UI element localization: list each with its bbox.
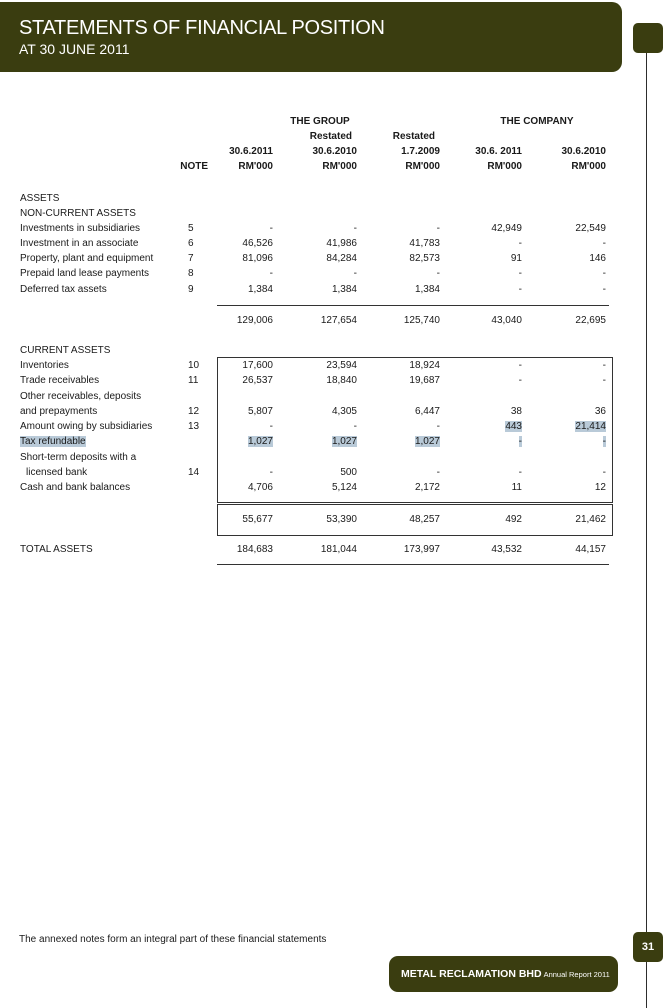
footer-report: Annual Report 2011 [543,969,610,979]
column-unit-header: RM'000 [322,161,357,172]
row-value: - [269,223,273,234]
row-value: - [436,268,440,279]
row-value: 12 [594,482,606,493]
row-value: - [518,238,522,249]
total-rule [217,564,609,565]
current-assets-box [217,357,613,503]
row-value: 1,384 [414,284,440,295]
row-note: 7 [188,253,194,264]
row-value: - [436,421,440,432]
row-value: 5,807 [247,406,273,417]
total-assets-label: TOTAL ASSETS [20,544,93,555]
row-value: 1,384 [247,284,273,295]
subtotal-value: 127,654 [320,315,357,326]
subtotal-value: 129,006 [236,315,273,326]
row-note: 10 [188,360,200,371]
subtotal-value: 492 [505,514,522,525]
row-value: - [518,268,522,279]
row-value: 19,687 [409,375,440,386]
row-value: - [353,268,357,279]
row-value: - [602,268,606,279]
row-note: 13 [188,421,200,432]
row-value: 81,096 [242,253,273,264]
row-value: - [518,284,522,295]
row-value: - [436,467,440,478]
row-value: 2,172 [414,482,440,493]
row-value: 46,526 [242,238,273,249]
company-header: THE COMPANY [500,116,574,127]
row-note: 9 [188,284,194,295]
column-date-header: 30.6. 2011 [475,146,522,157]
page-title: STATEMENTS OF FINANCIAL POSITION [19,17,385,39]
column-unit-header: RM'000 [238,161,273,172]
section-current: CURRENT ASSETS [20,345,111,356]
subtotal-value: 43,040 [491,315,522,326]
group-header: THE GROUP [290,116,350,127]
subtotal-value: 21,462 [575,514,606,525]
row-value: 4,305 [331,406,357,417]
row-value: 18,924 [409,360,440,371]
footer-company: METAL RECLAMATION BHD [401,968,542,980]
column-unit-header: RM'000 [571,161,606,172]
footnote: The annexed notes form an integral part of these financial statements [19,934,327,945]
row-label: Amount owing by subsidiaries [20,421,153,432]
row-value: 38 [510,406,522,417]
note-header: NOTE [180,161,208,172]
subtotal-value: 55,677 [242,514,273,525]
row-value: 11 [511,482,522,493]
column-date-header: 30.6.2011 [229,146,273,157]
row-value: 41,783 [409,238,440,249]
total-value: 44,157 [575,544,606,555]
row-value: 42,949 [491,223,522,234]
row-label: Property, plant and equipment [20,253,154,264]
row-label: Prepaid land lease payments [20,268,149,279]
row-label: Investment in an associate [20,238,139,249]
margin-rule [646,53,647,932]
row-value: 36 [594,406,606,417]
row-label: Short-term deposits with a [20,452,137,463]
row-label: and prepayments [20,406,98,417]
row-label: Trade receivables [20,375,100,386]
row-note: 5 [188,223,194,234]
row-value: 41,986 [326,238,357,249]
row-note: 8 [188,268,194,279]
row-value: 84,284 [326,253,357,264]
total-value: 43,532 [491,544,522,555]
row-value: - [353,223,357,234]
row-value: 443 [505,421,522,432]
row-value: 6,447 [414,406,440,417]
row-value: 21,414 [575,421,606,432]
row-value: 4,706 [247,482,273,493]
row-value: 23,594 [326,360,357,371]
row-value: - [602,375,606,386]
row-value: 146 [589,253,606,264]
row-value: - [269,268,273,279]
row-value: - [436,223,440,234]
row-note: 14 [188,467,200,478]
row-value: 22,549 [575,223,606,234]
row-value: 1,027 [331,436,357,447]
row-value: - [518,360,522,371]
row-value: 18,840 [326,375,357,386]
corner-tab [633,23,663,53]
row-value: - [518,375,522,386]
row-label: Cash and bank balances [20,482,131,493]
row-value: 17,600 [242,360,273,371]
row-note: 6 [188,238,194,249]
row-value: 5,124 [331,482,357,493]
column-unit-header: RM'000 [487,161,522,172]
row-value: 1,027 [247,436,273,447]
page-subtitle: AT 30 JUNE 2011 [19,41,130,57]
column-date-header: 30.6.2010 [561,146,606,157]
section-assets: ASSETS [20,193,60,204]
subtotal-rule [217,305,609,306]
row-label: Other receivables, deposits [20,391,142,402]
row-value: - [269,421,273,432]
subtotal-value: 22,695 [575,315,606,326]
total-value: 181,044 [320,544,357,555]
row-value: - [602,436,606,447]
restated-header: Restated [309,131,352,142]
footer-bar [389,956,618,992]
row-note: 11 [188,375,199,386]
row-label: Deferred tax assets [20,284,107,295]
column-date-header: 30.6.2010 [312,146,357,157]
row-value: - [602,238,606,249]
row-label: Tax refundable [20,436,86,447]
row-value: - [602,467,606,478]
row-note: 12 [188,406,200,417]
margin-rule-bottom [646,962,647,1008]
section-non-current: NON-CURRENT ASSETS [20,208,136,219]
subtotal-value: 53,390 [326,514,357,525]
row-value: 500 [340,467,357,478]
row-value: 82,573 [409,253,440,264]
row-value: 91 [510,253,522,264]
total-value: 173,997 [403,544,440,555]
restated-header: Restated [392,131,435,142]
column-unit-header: RM'000 [405,161,440,172]
row-value: - [602,360,606,371]
row-label: licensed bank [26,467,88,478]
row-value: - [602,284,606,295]
row-label: Investments in subsidiaries [20,223,141,234]
row-value: 1,027 [414,436,440,447]
row-value: 1,384 [331,284,357,295]
row-value: - [269,467,273,478]
row-value: - [518,467,522,478]
row-value: 26,537 [242,375,273,386]
row-value: - [518,436,522,447]
column-date-header: 1.7.2009 [401,146,440,157]
header-bar [0,2,622,72]
row-label: Inventories [20,360,69,371]
total-value: 184,683 [236,544,273,555]
page-number: 31 [633,932,663,962]
row-value: - [353,421,357,432]
subtotal-value: 125,740 [403,315,440,326]
subtotal-value: 48,257 [409,514,440,525]
